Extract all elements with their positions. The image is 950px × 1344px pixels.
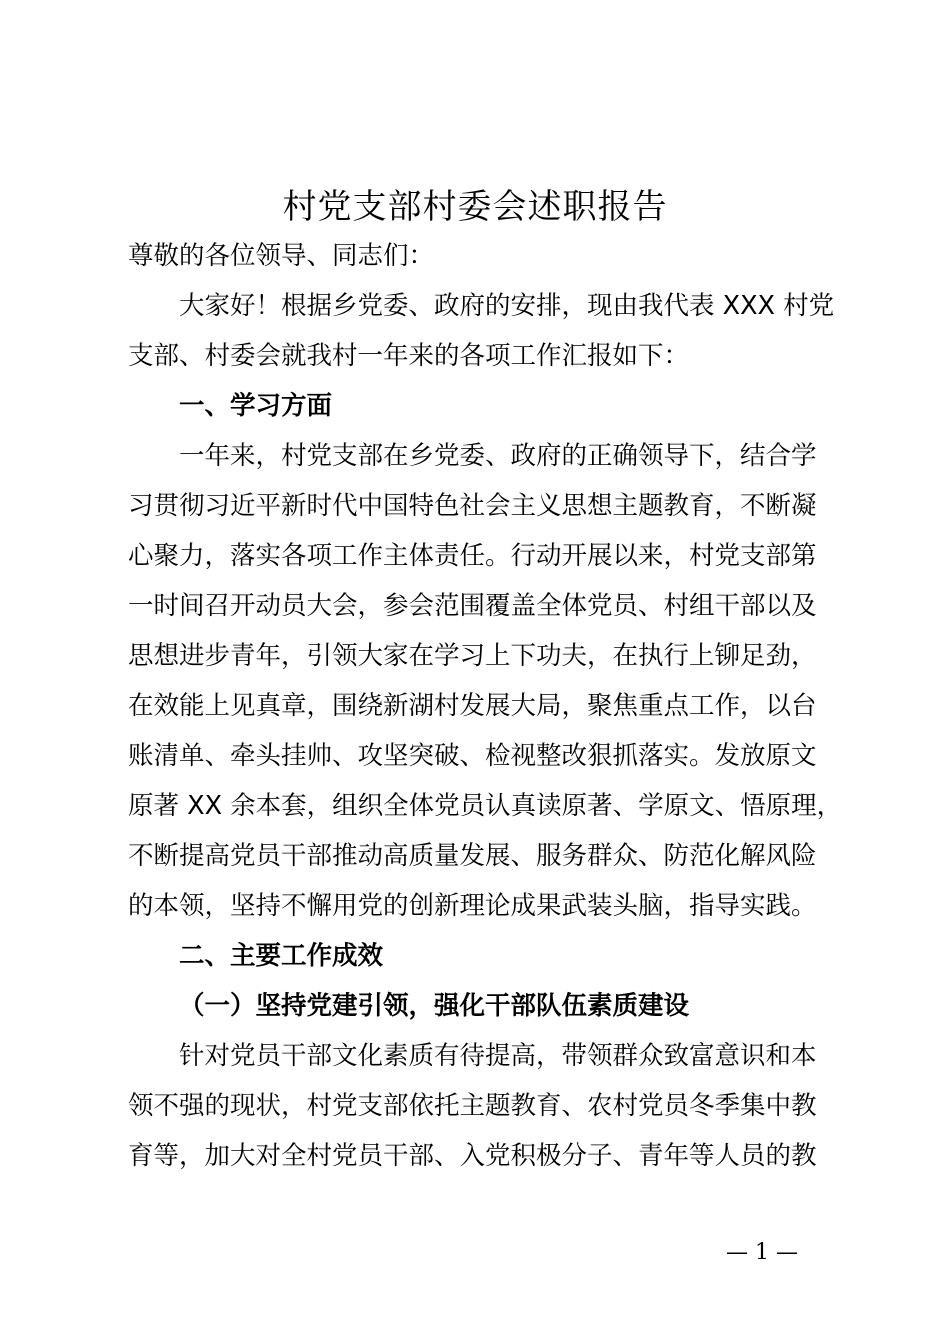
section-heading: 一、学习方面: [179, 391, 333, 421]
paragraph-line: 账清单、牵头挂帅、攻坚突破、检视整改狠抓落实。发放原文: [128, 741, 817, 771]
document-body: [128, 231, 848, 1181]
paragraph-line: 习贯彻习近平新时代中国特色社会主义思想主题教育，不断凝: [128, 491, 817, 521]
paragraph-line: 在效能上见真章，围绕新湖村发展大局，聚焦重点工作，以台: [128, 691, 817, 721]
paragraph-line: 心聚力，落实各项工作主体责任。行动开展以来，村党支部第: [128, 541, 817, 571]
document-title: 村党支部村委会述职报告: [282, 187, 668, 227]
subsection-heading: （一）坚持党建引领，强化干部队伍素质建设: [179, 991, 690, 1021]
salutation: 尊敬的各位领导、同志们：: [128, 241, 435, 271]
paragraph-line: 思想进步青年，引领大家在学习上下功夫，在执行上铆足劲，: [128, 641, 817, 671]
page-number: — 1 —: [726, 1240, 798, 1265]
paragraph-line: 一时间召开动员大会，参会范围覆盖全体党员、村组干部以及: [128, 591, 817, 621]
intro-line: 大家好！根据乡党委、政府的安排，现由我代表 XXX 村党: [179, 291, 835, 321]
intro-line: 支部、村委会就我村一年来的各项工作汇报如下：: [128, 341, 690, 371]
paragraph-line: 的本领，坚持不懈用党的创新理论成果武装头脑，指导实践。: [128, 891, 817, 921]
paragraph-line: 针对党员干部文化素质有待提高，带领群众致富意识和本: [179, 1041, 817, 1071]
paragraph-line: 一年来，村党支部在乡党委、政府的正确领导下，结合学: [179, 441, 817, 471]
paragraph-line: 育等，加大对全村党员干部、入党积极分子、青年等人员的教: [128, 1141, 817, 1171]
paragraph-line: 不断提高党员干部推动高质量发展、服务群众、防范化解风险: [128, 841, 817, 871]
paragraph-line: 原著 XX 余本套，组织全体党员认真读原著、学原文、悟原理，: [128, 791, 843, 821]
section-heading: 二、主要工作成效: [179, 941, 384, 971]
paragraph-line: 领不强的现状，村党支部依托主题教育、农村党员冬季集中教: [128, 1091, 817, 1121]
